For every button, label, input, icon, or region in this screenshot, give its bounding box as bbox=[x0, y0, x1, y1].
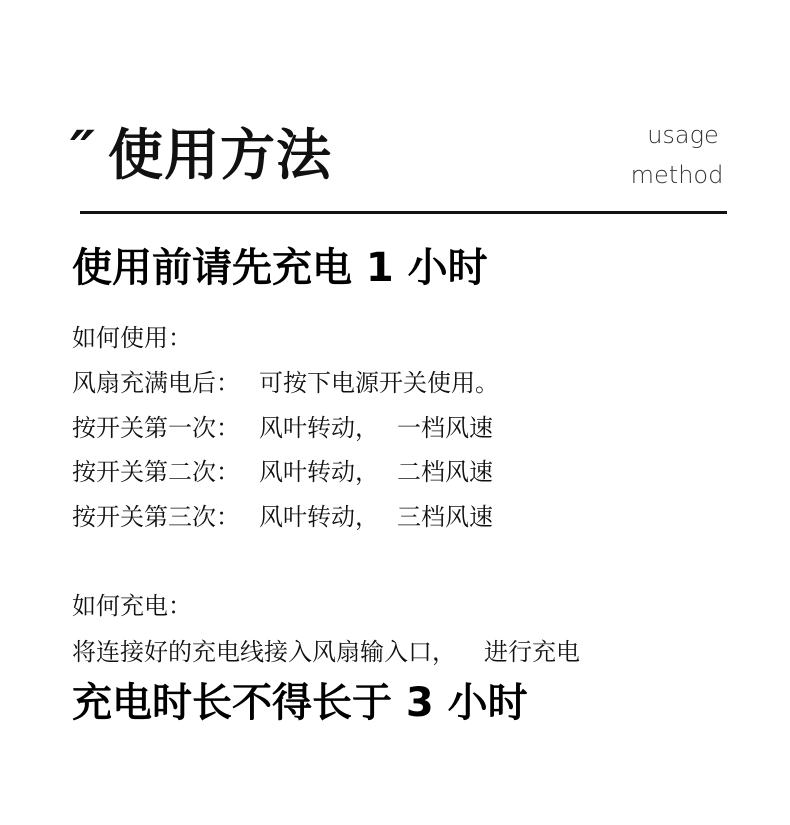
usage-row-label: 风扇充满电后： bbox=[72, 369, 240, 397]
charge-instruction: 将连接好的充电线接入风扇输入口， bbox=[72, 638, 456, 666]
divider bbox=[80, 211, 727, 214]
charge-first-heading: 使用前请先充电 1 小时 bbox=[72, 245, 488, 291]
usage-row-label: 按开关第一次： bbox=[72, 414, 240, 442]
charge-duration-heading: 充电时长不得长于 3 小时 bbox=[72, 680, 528, 726]
charge-label: 如何充电： bbox=[72, 592, 192, 620]
usage-row-action: 风叶转动， bbox=[259, 414, 379, 442]
usage-row-action: 风叶转动， bbox=[259, 458, 379, 486]
usage-row-action: 可按下电源开关使用。 bbox=[259, 369, 499, 397]
usage-row-speed: 一档风速 bbox=[397, 414, 493, 442]
usage-row-speed: 二档风速 bbox=[397, 458, 493, 486]
usage-label: 如何使用： bbox=[72, 324, 192, 352]
charge-instruction-end: 进行充电 bbox=[484, 638, 580, 666]
subtitle-usage: usage bbox=[647, 121, 719, 149]
usage-row-label: 按开关第三次： bbox=[72, 503, 240, 531]
quote-mark: ″ bbox=[70, 120, 96, 185]
subtitle-method: method bbox=[630, 161, 724, 189]
usage-row-label: 按开关第二次： bbox=[72, 458, 240, 486]
page-title: 使用方法 bbox=[108, 123, 333, 187]
usage-row-action: 风叶转动， bbox=[259, 503, 379, 531]
usage-row-speed: 三档风速 bbox=[397, 503, 493, 531]
